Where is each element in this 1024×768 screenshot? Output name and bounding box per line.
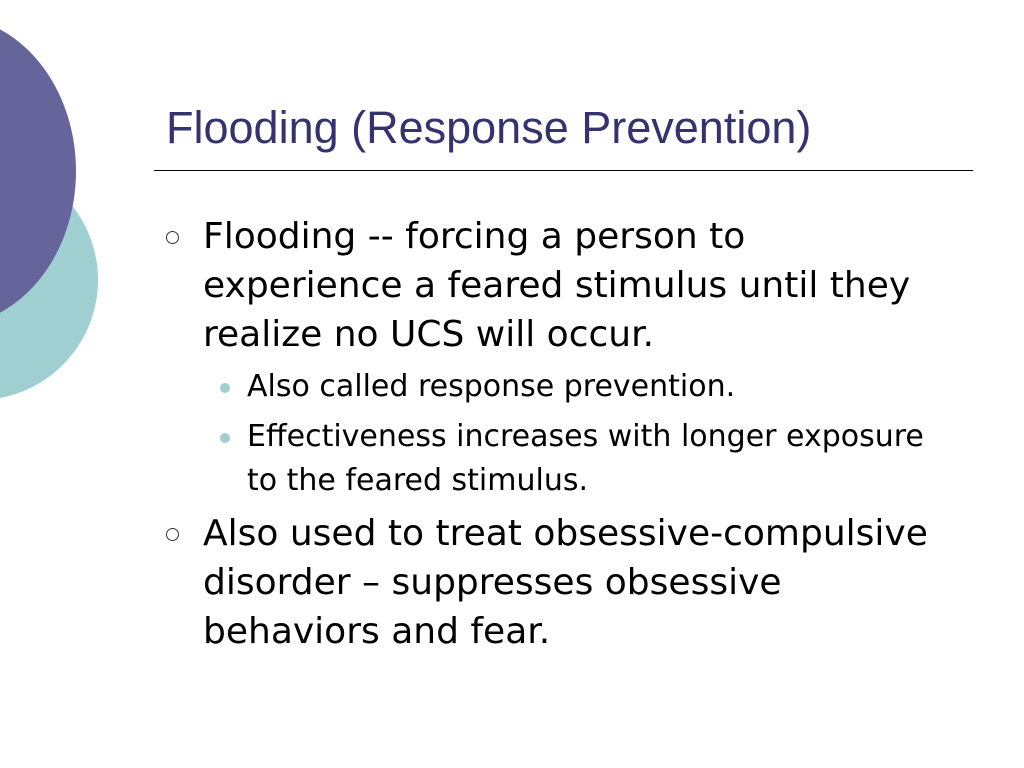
filled-circle-bullet-icon (220, 383, 230, 393)
filled-circle-bullet-icon (220, 433, 230, 443)
sub-bullet-text: Also called response prevention. (247, 369, 736, 404)
bullet-text: Also used to treat obsessive-compulsive disorder – suppresses obsessive behaviors and fear. (203, 513, 928, 652)
slide-title: Flooding (Response Prevention) (166, 102, 812, 153)
sub-bullet-item (210, 415, 946, 503)
bullet-item (166, 509, 946, 656)
sub-bullet-text: Effectiveness increases with longer exposure to the feared stimulus. (247, 419, 924, 498)
bullet-text: Flooding -- forcing a person to experience a feared stimulus until they realize no UCS will occur. (203, 216, 911, 355)
hollow-circle-bullet-icon (166, 528, 179, 541)
sub-bullet-item (210, 365, 946, 409)
title-divider (154, 170, 973, 171)
slide-content (166, 212, 946, 662)
bullet-item (166, 212, 946, 359)
hollow-circle-bullet-icon (166, 231, 179, 244)
sub-bullet-list (166, 365, 946, 503)
